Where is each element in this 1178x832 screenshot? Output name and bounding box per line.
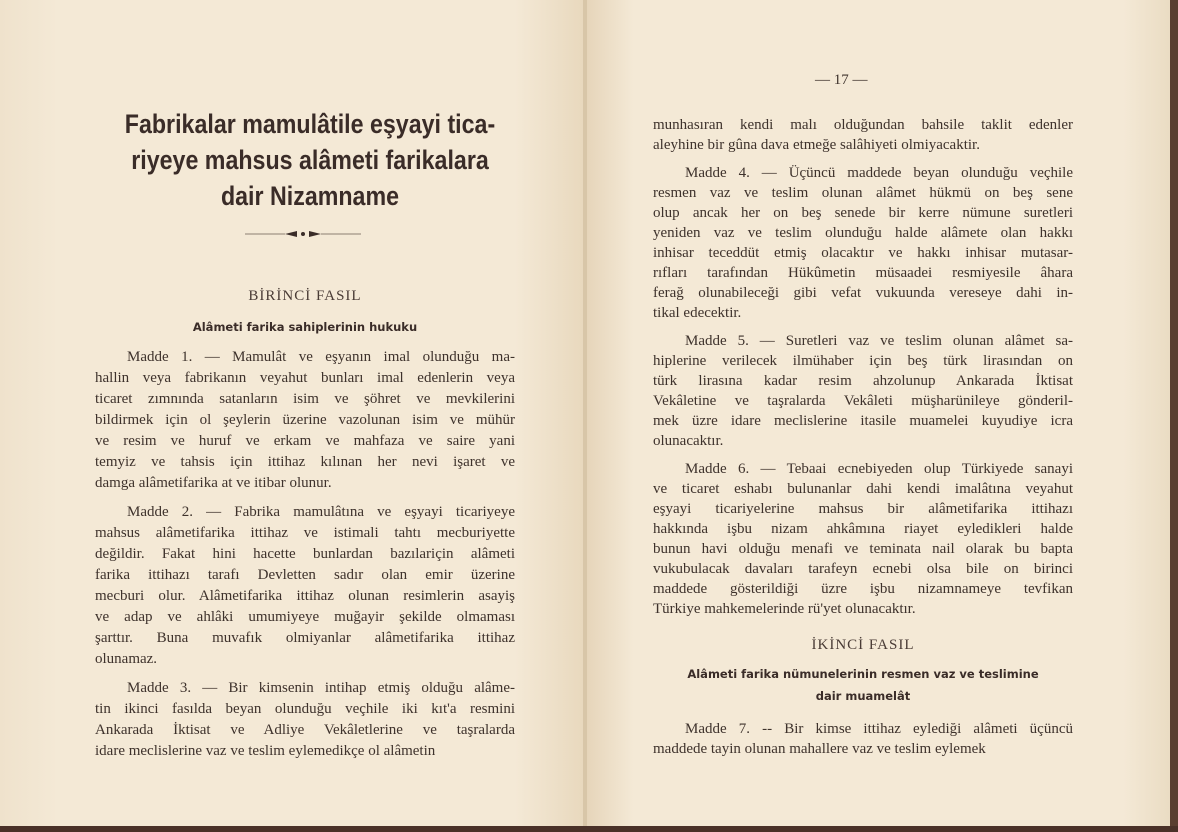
text-line: tikal edecektir. — [653, 305, 742, 321]
text-line: ticaret zımnında satanların isim ve şöhret ve mevkilerini — [95, 391, 515, 407]
text-line: bunun havi olduğu menafi ve teminata nail olarak bu bapta — [653, 541, 1073, 557]
text-line: damga alâmetifarika at ve itibar olunur. — [95, 475, 332, 491]
text-line: Madde 3. — Bir kimsenin intihap etmiş olduğu alâme- — [127, 680, 515, 696]
left-page — [0, 0, 585, 826]
text-line: tin ikinci fasılda beyan olunduğu veçhile iki kıt'a resmini — [95, 701, 515, 717]
text-line: hiplerine verilecek ilmühaber için beş türk lirasından on — [653, 353, 1073, 369]
text-line: olunacaktır. — [653, 433, 724, 449]
paragraph — [653, 163, 1073, 323]
paragraph — [95, 678, 515, 762]
text-line: hallin veya fabrikanın veyahut bunları imal edenlerin veya — [95, 370, 515, 386]
paragraph — [653, 459, 1073, 619]
right-column — [653, 115, 1073, 759]
text-line: inhisar teceddüt etmiş olacaktır ve hakkı inhisar mutasar- — [653, 245, 1073, 261]
text-line: mek üzre idare meclislerine itasile muamelei kuyudiye icra — [653, 413, 1073, 429]
text-line: temyiz ve tahsis için ittihaz kılınan her nevi işaret ve — [95, 454, 515, 470]
paragraph — [95, 347, 515, 494]
text-line: resmen vaz ve teslim olunan alâmet hükmü on beş sene — [653, 185, 1073, 201]
text-line: olup ancak her on beş senede bir kerre nümune suretleri — [653, 205, 1073, 221]
chapter-heading: BİRİNCİ FASIL — [248, 288, 362, 304]
text-line: Madde 4. — Üçüncü maddede beyan olunduğu veçhile — [685, 165, 1073, 181]
paragraph — [653, 719, 1073, 759]
section-heading: Alâmeti farika sahiplerinin hukuku — [192, 320, 418, 334]
right-body-continued — [653, 719, 1073, 759]
left-body — [95, 347, 515, 762]
text-line: mahsus alâmetifarika ittihaz ve istimali tahtı mecburiyette — [95, 525, 515, 541]
text-line: Madde 7. -- Bir kimse ittihaz eylediği alâmeti üçüncü — [685, 721, 1073, 737]
section-line: Alâmeti farika nümunelerinin resmen vaz ve teslimine — [687, 667, 1039, 681]
text-line: farika ittihazı tarafı Devletten sadır olan emir üzerine — [95, 567, 515, 583]
text-line: Türkiye mahkemelerinde rü'yet olunacaktır. — [653, 601, 916, 617]
text-line: aleyhine bir gûna dava etmeğe salâhiyeti olmiyacaktir. — [653, 137, 980, 153]
text-line: Vekâletine ve taşralarda Vekâleti müşharünileye gönderil- — [653, 393, 1073, 409]
text-line: munhasıran kendi malı olduğundan bahsile taklit edenler — [653, 117, 1073, 133]
text-line: rıfları tarafından Hükûmetin müsaadei resmiyesile âhara — [653, 265, 1073, 281]
ornament-divider-icon — [245, 229, 361, 239]
text-line: ve adap ve ahlâki umumiyeye muğayir şekilde olmaması — [95, 609, 515, 625]
section-heading — [653, 663, 1073, 707]
text-line: Ankarada İktisat ve Adliye Vekâletlerine ve taşralarda — [95, 722, 515, 738]
book-bottom-edge — [0, 826, 1178, 832]
text-line: ferağ olunabileceği gibi vefat vukuunda vereseye dahi in- — [653, 285, 1073, 301]
section-line: dair muamelât — [815, 689, 911, 703]
text-line: bildirmek için ol şeylerin üzerine vazolunan isim ve mühür — [95, 412, 515, 428]
paragraph — [653, 331, 1073, 451]
text-line: eşyayi ticariyelerine mahsus bir alâmetifarika ittihazı — [653, 501, 1073, 517]
text-line: Madde 1. — Mamulât ve eşyanın imal olunduğu ma- — [127, 349, 515, 365]
text-line: maddede gösterildiği üzre işbu nizamnameye tevfikan — [653, 581, 1073, 597]
paragraph — [653, 115, 1073, 155]
text-line: ve resim ve huruf ve erkam ve mahfaza ve saire yani — [95, 433, 515, 449]
text-line: Madde 2. — Fabrika mamulâtına ve eşyayi ticariyeye — [127, 504, 515, 520]
text-line: şarttır. Buna muvafık olmiyanlar alâmetifarika ittihaz — [95, 630, 515, 646]
text-line: yeniden vaz ve teslim olunduğu halde alâmete olan hakkı — [653, 225, 1073, 241]
text-line: idare meclislerine vaz ve teslim eylemedikçe ol alâmetin — [95, 743, 436, 759]
text-line: maddede tayin olunan mahallere vaz ve teslim eylemek — [653, 741, 986, 757]
text-line: Madde 6. — Tebaai ecnebiyeden olup Türkiyede sanayi — [685, 461, 1073, 477]
text-line: hakkında işbu nizam ahkâmına riayet eyledikleri halde — [653, 521, 1073, 537]
text-line: olunamaz. — [95, 651, 158, 667]
right-body — [653, 115, 1073, 619]
text-line: mecburi olur. Alâmetifarika ittihaz olunan resimlerin asayiş — [95, 588, 515, 604]
document-title — [95, 106, 525, 214]
right-page — [587, 0, 1170, 826]
title-line: dair Nizamname — [220, 181, 400, 211]
title-line: riyeye mahsus alâmeti farikalara — [131, 145, 489, 175]
chapter-heading: İKİNCİ FASIL — [811, 637, 915, 653]
text-line: türk lirasına kadar resim ahzolunup Ankarada İktisat — [653, 373, 1073, 389]
text-line: vukubulacak davaları tarafeyn ecnebi olsa bile on birinci — [653, 561, 1073, 577]
paragraph — [95, 502, 515, 670]
page-number: — 17 — — [815, 72, 868, 88]
text-line: değildir. Fakat hini hacette bunlardan bazılariçin alâmeti — [95, 546, 515, 562]
book-edge — [1170, 0, 1178, 832]
title-line: Fabrikalar mamulâtile eşyayi tica- — [124, 109, 496, 139]
text-line: ve ticaret eshabı bulunanlar dahi kendi imalâtına veyahut — [653, 481, 1073, 497]
text-line: Madde 5. — Suretleri vaz ve teslim olunan alâmet sa- — [685, 333, 1073, 349]
